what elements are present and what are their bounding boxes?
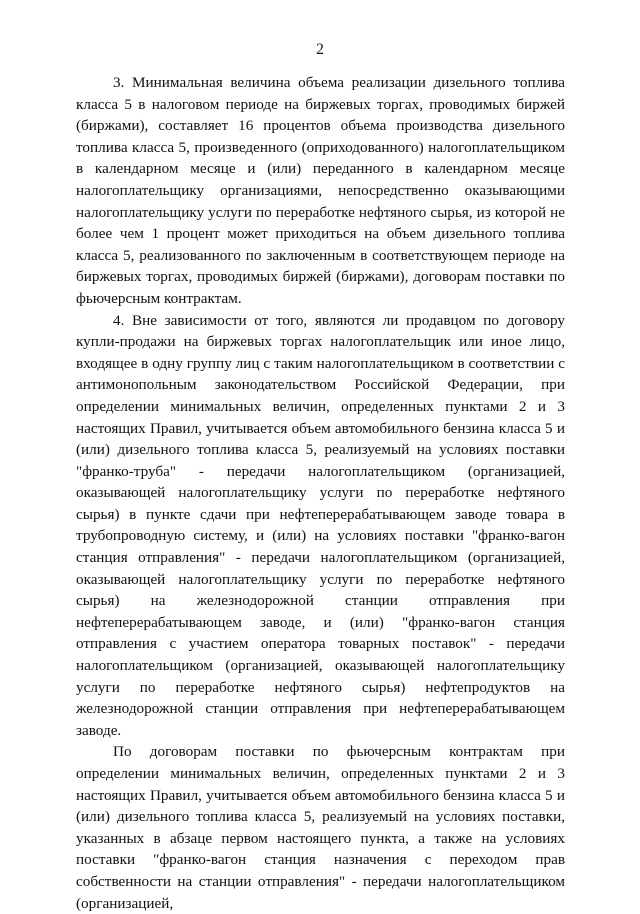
- paragraph-item-4: 4. Вне зависимости от того, являются ли продавцом по договору купли-продажи на биржевых торгах налогоплательщик или иное лицо, входящее в одну группу лиц с таким налогоплательщиком в соответствии с антимонопольным законодательством Российской Федерации, при определении минимальных величин, определенных пунктами 2 и 3 настоящих Правил, учитывается объем автомобильного бензина класса 5 и (или) дизельного топлива класса 5, реализуемый на условиях поставки "франко-труба" - передачи налогоплательщиком (организацией, оказывающей налогоплательщику услуги по переработке нефтяного сырья) в пункте сдачи при нефтеперерабатывающем заводе товара в трубопроводную систему, и (или) на условиях поставки "франко-вагон станция отправления" - передачи налогоплательщиком (организацией, оказывающей налогоплательщику услуги по переработке нефтяного сырья) на железнодорожной станции отправления при нефтеперерабатывающем заводе, и (или) "франко-вагон станция отправления с участием оператора товарных поставок" - передачи налогоплательщиком (организацией, оказывающей налогоплательщику услуги по переработке нефтяного сырья) нефтепродуктов на железнодорожной станции отправления при нефтеперерабатывающем заводе.: [76, 311, 565, 739]
- paragraph-item-3: 3. Минимальная величина объема реализации дизельного топлива класса 5 в налоговом периоде на биржевых торгах, проводимых биржей (биржами), составляет 16 процентов объема производства дизельного топлива класса 5, произведенного (оприходованного) налогоплательщиком в календарном месяце и (или) переданного в календарном месяце налогоплательщику организациями, непосредственно оказывающими налогоплательщику услуги по переработке нефтяного сырья, из которой не более чем 1 процент может приходиться на объем дизельного топлива класса 5, реализованного по заключенным в соответствующем периоде на биржевых торгах, проводимых биржей (биржами), договорам поставки по фьючерсным контрактам.: [76, 74, 565, 307]
- paragraph-futures-contracts: По договорам поставки по фьючерсным контрактам при определении минимальных величин, определенных пунктами 2 и 3 настоящих Правил, учитывается объем автомобильного бензина класса 5 и (или) дизельного топлива класса 5, реализуемый на условиях поставки, указанных в абзаце первом настоящего пункта, а также на условиях поставки "франко-вагон станция назначения с переходом прав собственности на станции отправления" - передачи налогоплательщиком (организацией,: [76, 743, 565, 912]
- document-body: [76, 72, 565, 914]
- page-number: 2: [316, 41, 324, 58]
